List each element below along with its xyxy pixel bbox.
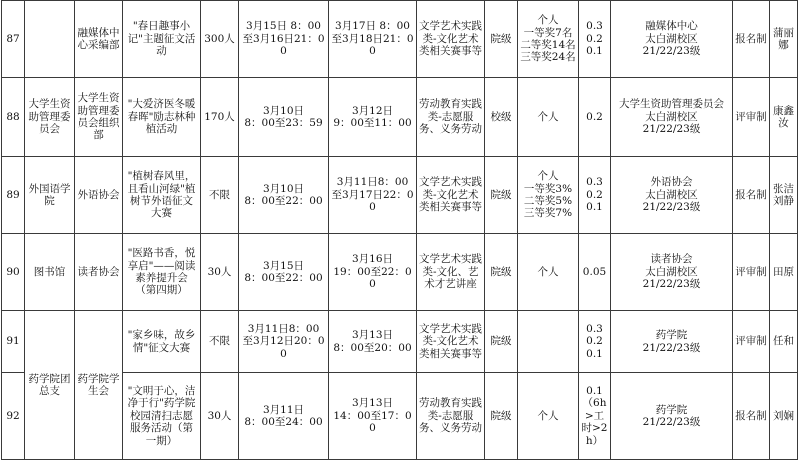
system-cell: 评审制 [733, 78, 770, 157]
quota-cell: 不限 [201, 157, 239, 234]
points-cell: 0.05 [579, 234, 611, 311]
row-number: 87 [2, 1, 25, 78]
scope-cell: 读者协会 太白湖校区 21/22/23级 [611, 234, 733, 311]
quota-cell: 不限 [201, 311, 239, 373]
organizer-cell: 药学院学生会 [75, 311, 123, 460]
quota-cell: 300人 [201, 1, 239, 78]
contact-cell: 蒲丽娜 [770, 1, 798, 78]
activity-time-cell: 3月13日 14：00至17：00 [329, 373, 417, 460]
system-cell: 评审制 [733, 311, 770, 373]
host-unit-cell: 大学生资助管理委员会 [25, 78, 75, 157]
row-number: 90 [2, 234, 25, 311]
organizer-cell: 融媒体中心采编部 [75, 1, 123, 78]
level-cell: 院级 [485, 311, 518, 373]
award-cell: 个人 一等奖3% 二等奖5% 三等奖7% [518, 157, 579, 234]
scope-cell: 融媒体中心 太白湖校区 21/22/23级 [611, 1, 733, 78]
contact-cell: 刘娴 [770, 373, 798, 460]
table-row [2, 234, 798, 311]
scope-cell: 药学院 21/22/23级 [611, 373, 733, 460]
activity-time-cell: 3月16日 19：00至22：00 [329, 234, 417, 311]
quota-cell: 170人 [201, 78, 239, 157]
level-cell: 校级 [485, 78, 518, 157]
scope-cell: 外语协会 太白湖校区 21/22/23级 [611, 157, 733, 234]
system-cell: 报名制 [733, 157, 770, 234]
activity-time-cell: 3月12日 9：00至11：00 [329, 78, 417, 157]
level-cell: 院级 [485, 157, 518, 234]
award-cell: 个人 一等奖7名 二等奖14名 三等奖24名 [518, 1, 579, 78]
points-cell: 0.3 0.2 0.1 [579, 311, 611, 373]
signup-time-cell: 3月10日 8：00至22：00 [239, 157, 329, 234]
scope-cell: 大学生资助管理委员会 太白湖校区 21/22/23级 [611, 78, 733, 157]
signup-time-cell: 3月15日 8：00至22：00 [239, 234, 329, 311]
category-cell: 劳动教育实践类-志愿服务、义务劳动 [417, 373, 485, 460]
host-unit-cell: 药学院团总支 [25, 311, 75, 460]
quota-cell: 30人 [201, 234, 239, 311]
category-cell: 文学艺术实践类-文化艺术类相关赛事等 [417, 157, 485, 234]
points-cell: 0.2 [579, 78, 611, 157]
system-cell: 报名制 [733, 1, 770, 78]
award-cell [518, 311, 579, 373]
row-number: 92 [2, 373, 25, 460]
signup-time-cell: 3月11日8：00 至3月12日20：00 [239, 311, 329, 373]
host-unit-cell: 图书馆 [25, 234, 75, 311]
activity-name-cell: "医路书香，悦享启"——阅读素养提升会（第四期） [123, 234, 201, 311]
activity-name-cell: "文明于心，洁净于行"药学院校园清扫志愿服务活动（第一期） [123, 373, 201, 460]
scope-cell: 药学院 21/22/23级 [611, 311, 733, 373]
organizer-cell: 外语协会 [75, 157, 123, 234]
table-row [2, 1, 798, 78]
level-cell: 院级 [485, 234, 518, 311]
activity-name-cell: "植树春风里，且看山河绿"植树节外语征文大赛 [123, 157, 201, 234]
award-cell: 个人 [518, 78, 579, 157]
activity-time-cell: 3月11日8：00 至3月17日22：00 [329, 157, 417, 234]
quota-cell: 30人 [201, 373, 239, 460]
signup-time-cell: 3月10日 8：00至23：59 [239, 78, 329, 157]
organizer-cell: 大学生资助管理委员会组织部 [75, 78, 123, 157]
category-cell: 劳动教育实践类-志愿服务、义务劳动 [417, 78, 485, 157]
table-row [2, 157, 798, 234]
activity-name-cell: "大爱济医冬暖春晖"励志林种植活动 [123, 78, 201, 157]
host-unit-cell: 外国语学院 [25, 157, 75, 234]
points-cell: 0.3 0.2 0.1 [579, 1, 611, 78]
activity-name-cell: "春日趣事小记"主题征文活动 [123, 1, 201, 78]
row-number: 91 [2, 311, 25, 373]
activity-table [1, 0, 798, 460]
signup-time-cell: 3月15日 8：00 至3月16日21：00 [239, 1, 329, 78]
category-cell: 文学艺术实践类-文化艺术类相关赛事等 [417, 311, 485, 373]
activity-time-cell: 3月17日 8：00 至3月18日21：00 [329, 1, 417, 78]
points-cell: 0.1 （6h>工时>2h） [579, 373, 611, 460]
points-cell: 0.3 0.2 0.1 [579, 157, 611, 234]
contact-cell: 张洁 刘静 [770, 157, 798, 234]
system-cell: 报名制 [733, 373, 770, 460]
contact-cell: 任和 [770, 311, 798, 373]
row-number: 89 [2, 157, 25, 234]
activity-time-cell: 3月13日 8：00至20：00 [329, 311, 417, 373]
system-cell: 评审制 [733, 234, 770, 311]
table-row [2, 311, 798, 373]
host-unit-cell [25, 1, 75, 78]
organizer-cell: 读者协会 [75, 234, 123, 311]
category-cell: 文学艺术实践类-文化、艺术才艺讲座 [417, 234, 485, 311]
level-cell: 院级 [485, 373, 518, 460]
activity-name-cell: "家乡味，故乡情"征文大赛 [123, 311, 201, 373]
signup-time-cell: 3月11日 8：00至24：00 [239, 373, 329, 460]
category-cell: 文学艺术实践类-文化艺术类相关赛事等 [417, 1, 485, 78]
award-cell: 个人 [518, 373, 579, 460]
row-number: 88 [2, 78, 25, 157]
award-cell: 个人 [518, 234, 579, 311]
level-cell: 院级 [485, 1, 518, 78]
contact-cell: 康鑫汝 [770, 78, 798, 157]
contact-cell: 田原 [770, 234, 798, 311]
table-row [2, 78, 798, 157]
